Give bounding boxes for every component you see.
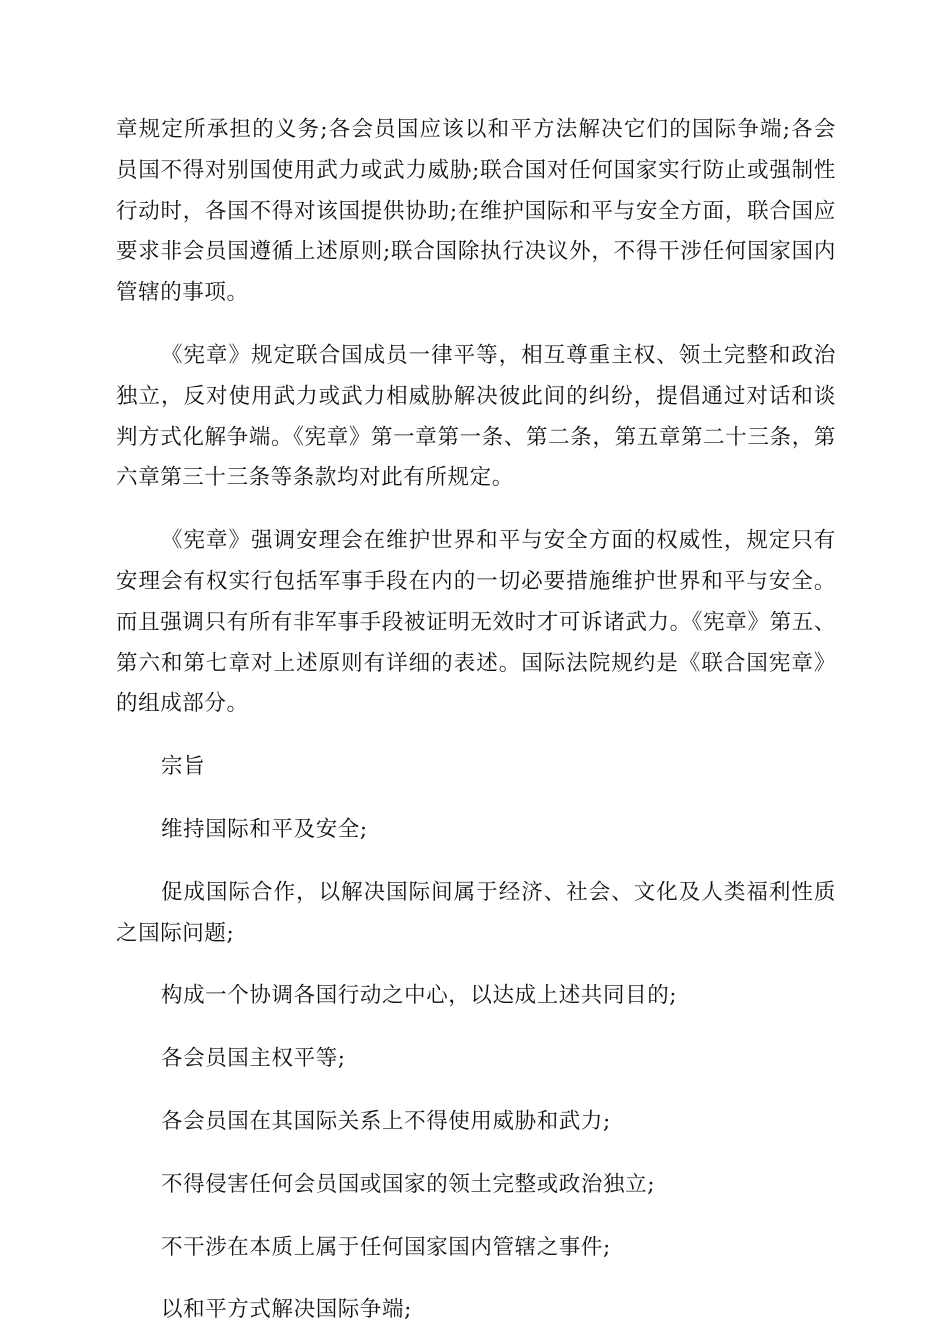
paragraph-continuation: 章规定所承担的义务;各会员国应该以和平方法解决它们的国际争端;各会员国不得对别国使用武力或武力威胁;联合国对任何国家实行防止或强制性行动时，各国不得对该国提供协助;在维护国际和平与安全方面，联合国应要求非会员国遵循上述原则;联合国除执行决议外，不得干涉任何国家国内管辖的事项。 <box>116 117 836 306</box>
paragraph-security-council: 《宪章》强调安理会在维护世界和平与安全方面的权威性，规定只有安理会有权实行包括军事手段在内的一切必要措施维护世界和平与安全。而且强调只有所有非军事手段被证明无效时才可诉诸武力。《宪章》第五、第六和第七章对上述原则有详细的表述。国际法院规约是《联合国宪章》的组成部分。 <box>116 528 836 717</box>
list-item: 以和平方式解决国际争端; <box>161 1297 412 1323</box>
list-item: 各会员国在其国际关系上不得使用威胁和武力; <box>161 1108 611 1134</box>
list-item: 不干涉在本质上属于任何国家国内管辖之事件; <box>161 1234 611 1260</box>
list-item: 不得侵害任何会员国或国家的领土完整或政治独立; <box>161 1171 656 1197</box>
list-item: 促成国际合作，以解决国际间属于经济、社会、文化及人类福利性质之国际问题; <box>116 879 836 946</box>
list-item: 各会员国主权平等; <box>161 1046 346 1072</box>
list-item: 构成一个协调各国行动之中心，以达成上述共同目的; <box>161 983 678 1009</box>
paragraph-equality-principle: 《宪章》规定联合国成员一律平等，相互尊重主权、领土完整和政治独立，反对使用武力或武力相威胁解决彼此间的纠纷，提倡通过对话和谈判方式化解争端。《宪章》第一章第一条、第二条，第五章第二十三条，第六章第三十三条等条款均对此有所规定。 <box>116 342 836 491</box>
list-item: 维持国际和平及安全; <box>161 816 368 842</box>
document-body <box>116 110 836 1331</box>
section-heading-purposes: 宗旨 <box>161 754 206 780</box>
